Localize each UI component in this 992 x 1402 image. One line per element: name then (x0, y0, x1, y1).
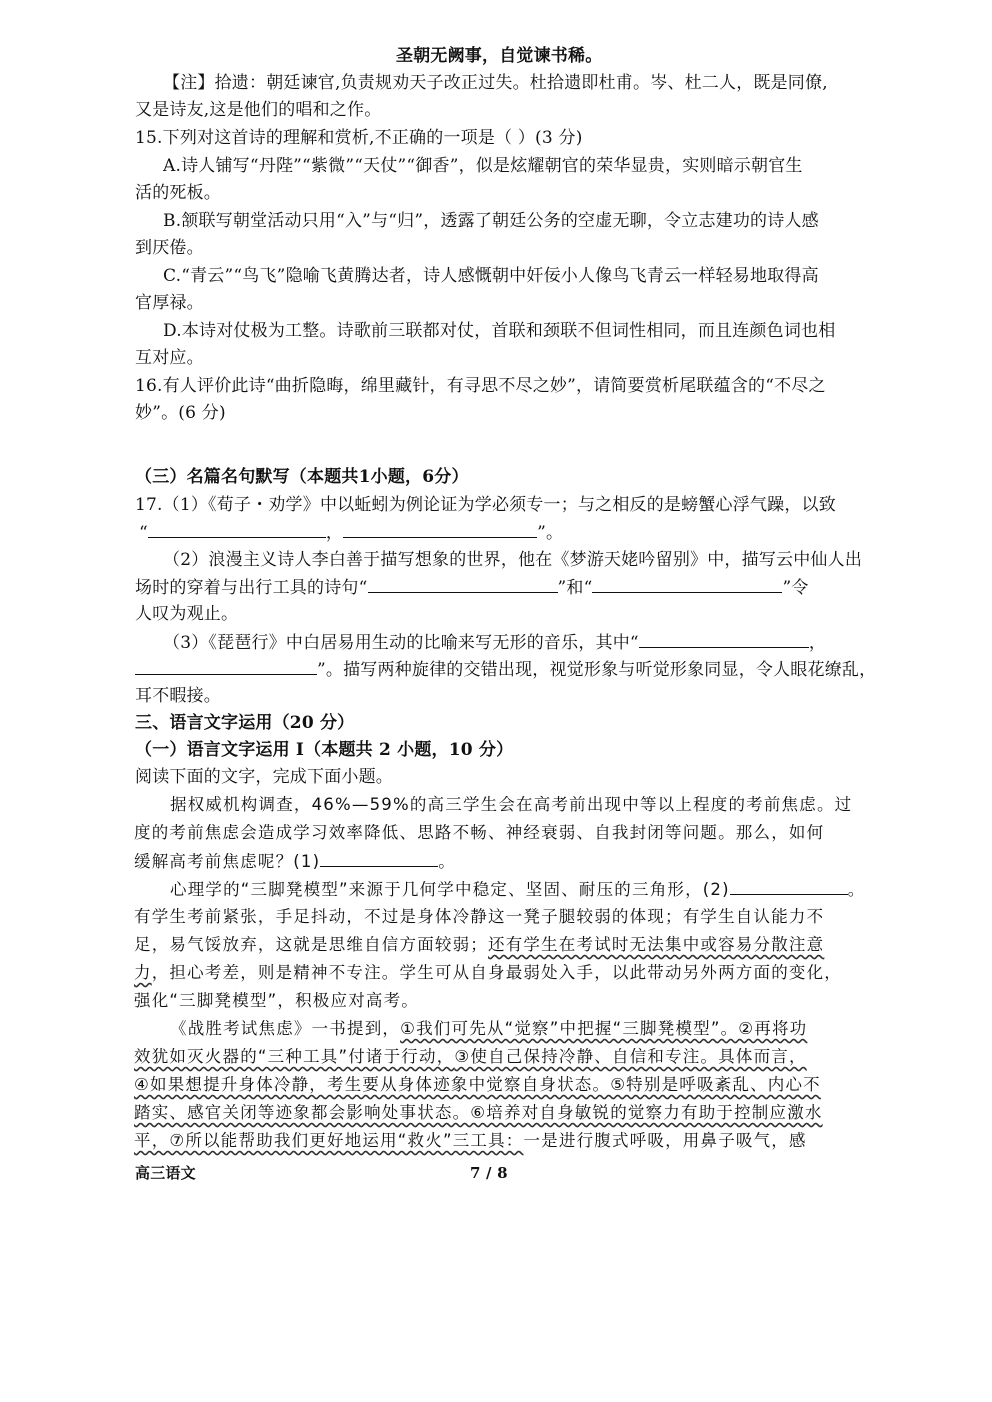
passage-p2-line-4 (134, 962, 842, 984)
underlined-numbered-sentences: ③使自己保持冷静、自信和专注。具体而言， (454, 1047, 807, 1066)
part-3-subheading: （一）语言文字运用 I（本题共 2 小题，10 分） (135, 740, 514, 760)
answer-blank-17-3a[interactable] (639, 631, 809, 648)
underlined-numbered-sentences: ①我们可先从“觉察”中把握“三脚凳模型”。②再将功 (400, 1019, 808, 1038)
q17-part1-line-1: 17.（1）《荀子・劝学》中以蚯蚓为例论证为学必须专一；与之相反的是螃蟹心浮气躁，以致 (135, 495, 836, 515)
reading-instruction: 阅读下面的文字，完成下面小题。 (135, 767, 393, 787)
passage-p2-text: 心理学的“三脚凳模型”来源于几何学中稳定、坚固、耐压的三角形，(2) (170, 880, 730, 899)
question-15-stem: 15.下列对这首诗的理解和赏析,不正确的一项是（ ）(3 分) (135, 128, 583, 148)
footer-page-number: 7 / 8 (470, 1164, 508, 1182)
q15-option-c-line-2: 官厚禄。 (135, 293, 204, 313)
passage-p3-line-2 (134, 1046, 807, 1068)
underlined-sentence: 还有学生在考试时无法集中或容易分散注意 (488, 935, 825, 954)
answer-blank-17-2b[interactable] (592, 576, 782, 593)
period: 。 (438, 852, 456, 871)
passage-p1-text: 缓解高考前焦虑呢？(1) (134, 852, 321, 871)
underlined-sentence-end: 力 (134, 963, 152, 982)
passage-p1-line-1: 据权威机构调查，46%—59%的高三学生会在高考前出现中等以上程度的考前焦虑。过 (170, 795, 853, 814)
q17-part2-text-b: ”和“ (557, 578, 593, 598)
passage-p3-line-4: 踏实、感官关闭等迹象都会影响处事状态。⑥培养对自身敏锐的觉察力有助于控制应激水 (134, 1103, 823, 1122)
q15-option-b-line-1: B.颔联写朝堂活动只用“入”与“归”，透露了朝廷公务的空虚无聊，令立志建功的诗人感 (163, 211, 819, 231)
passage-p3-text-a: 《战胜考试焦虑》一书提到， (170, 1019, 401, 1038)
q17-part2-text-c: ”令 (782, 578, 809, 598)
q17-part3-text-a: （3）《琵琶行》中白居易用生动的比喻来写无形的音乐，其中“ (163, 633, 639, 653)
note-line-1: 【注】拾遗：朝廷谏官,负责规劝天子改正过失。杜拾遗即杜甫。岑、杜二人，既是同僚, (163, 73, 828, 93)
q17-part3-text-b: ”。描写两种旋律的交错出现，视觉形象与听觉形象同显，令人眼花缭乱， (317, 660, 877, 680)
footer-subject: 高三语文 (135, 1164, 196, 1182)
passage-p2-line-3 (134, 934, 824, 956)
passage-p2-text-b: ，担心考差，则是精神不专注。学生可从自身最弱处入手，以此带动另外两方面的变化， (151, 963, 843, 982)
period: 。 (847, 880, 866, 899)
passage-p2-text-a: 足，易气馁放弃，这就是思维自信方面较弱； (134, 935, 488, 954)
comma: ， (325, 523, 344, 543)
passage-p2-line-5: 强化“三脚凳模型”，积极应对高考。 (134, 991, 419, 1010)
comma: ， (808, 633, 827, 653)
q17-part2-line-3: 人叹为观止。 (135, 604, 239, 624)
q17-part3-line-2 (135, 658, 876, 681)
answer-blank-1[interactable] (320, 850, 438, 867)
passage-p3-line-1 (170, 1018, 807, 1040)
part-3-heading: 三、语言文字运用（20 分） (135, 713, 355, 733)
passage-p2-line-2: 有学生考前紧张，手足抖动，不过是身体冷静这一凳子腿较弱的体现；有学生自认能力不 (134, 907, 825, 926)
open-quote: “ (139, 523, 148, 543)
q15-option-d-line-1: D.本诗对仗极为工整。诗歌前三联都对仗，首联和颈联不但词性相同，而且连颜色词也相 (163, 321, 836, 341)
q17-part1-line-2 (139, 521, 563, 544)
answer-blank-17-1a[interactable] (148, 521, 326, 538)
passage-p3-line-3: ④如果想提升身体冷静，考生要从身体迹象中觉察自身状态。⑤特别是呼吸紊乱、内心不 (134, 1075, 821, 1094)
q17-part3-line-1 (163, 631, 826, 654)
underlined-numbered-sentences: 效犹如灭火器的“三种工具”付诸于行动， (134, 1047, 455, 1066)
passage-p3-line-5 (134, 1130, 807, 1152)
q17-part2-text-a: 场时的穿着与出行工具的诗句“ (135, 578, 368, 598)
answer-blank-17-1b[interactable] (343, 521, 537, 538)
q15-option-d-line-2: 互对应。 (135, 348, 204, 368)
underlined-numbered-sentences: 平，⑦所以能帮助我们更好地运用“救火”三工具： (134, 1131, 524, 1150)
answer-blank-2[interactable] (730, 878, 848, 895)
passage-p2-line-1 (170, 878, 865, 901)
q17-part3-line-3: 耳不暇接。 (135, 686, 221, 706)
note-line-2: 又是诗友,这是他们的唱和之作。 (135, 100, 382, 120)
poem-final-line: 圣朝无阙事，自觉谏书稀。 (396, 46, 603, 66)
q15-option-c-line-1: C.“青云”“鸟飞”隐喻飞黄腾达者，诗人感慨朝中奸佞小人像鸟飞青云一样轻易地取得高 (163, 266, 819, 286)
q15-option-b-line-2: 到厌倦。 (135, 238, 204, 258)
close-quote: ”。 (537, 523, 564, 543)
passage-p1-line-3 (134, 850, 456, 873)
answer-blank-17-2a[interactable] (368, 576, 558, 593)
section-3-heading: （三）名篇名句默写（本题共1小题，6分） (135, 467, 469, 487)
question-16-line-1: 16.有人评价此诗“曲折隐晦，绵里藏针，有寻思不尽之妙”，请简要赏析尾联蕴含的“不尽之 (135, 376, 826, 396)
q17-part2-line-2 (135, 576, 809, 599)
q15-option-a-line-2: 活的死板。 (135, 183, 221, 203)
q15-option-a-line-1: A.诗人铺写“丹陛”“紫微”“天仗”“御香”，似是炫耀朝官的荣华显贵，实则暗示朝官生 (163, 156, 803, 176)
passage-p1-line-2: 度的考前焦虑会造成学习效率降低、思路不畅、神经衰弱、自我封闭等问题。那么，如何 (134, 823, 825, 842)
question-16-line-2: 妙”。(6 分) (135, 403, 226, 423)
answer-blank-17-3b[interactable] (135, 658, 317, 675)
passage-p3-text-b: 一是进行腹式呼吸，用鼻子吸气，感 (523, 1131, 807, 1150)
q17-part2-line-1: （2）浪漫主义诗人李白善于描写想象的世界，他在《梦游天姥吟留别》中，描写云中仙人出 (163, 550, 863, 570)
